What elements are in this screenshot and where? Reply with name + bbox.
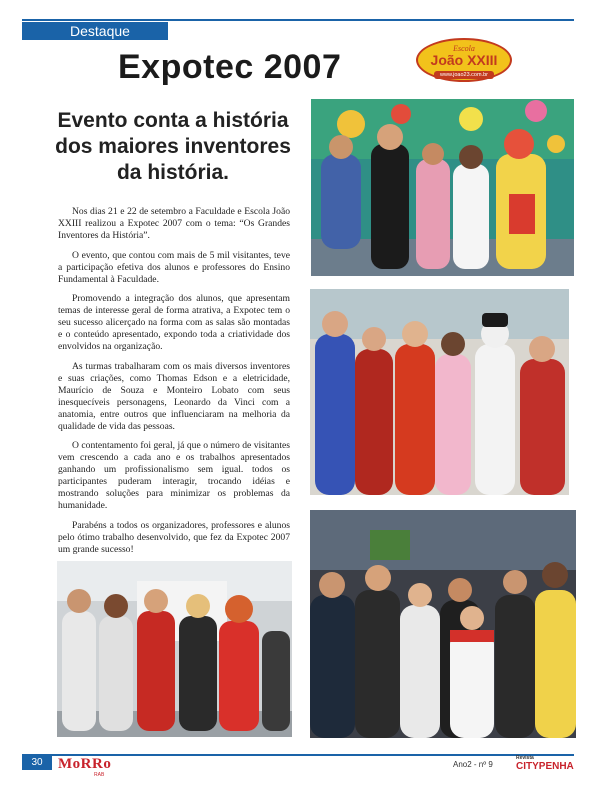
photo-visitors: [57, 561, 292, 737]
top-rule: [22, 19, 574, 21]
article-paragraph: Promovendo a integração dos alunos, que apresentam temas de interesse geral de forma atrativa, a Expotec tem o seu sucesso alicerçado na forma com as salas são montadas e o conteúdo apresentado, expondo toda a criatividade dos envolvidos na organização.: [58, 293, 290, 352]
magazine-label-small: Revista: [516, 755, 534, 761]
page-title: Expotec 2007: [118, 48, 342, 86]
article-paragraph: Parabéns a todos os organizadores, professores e alunos pelo ótimo trabalho desenvolvido, que fez da Expotec 2007 um grande sucesso!: [58, 519, 290, 555]
logo-small-text: Escola: [453, 44, 475, 53]
photo-group-children: [310, 510, 576, 738]
section-tab: [22, 22, 168, 40]
logo-main-text: João XXIII: [430, 52, 498, 68]
article-paragraph: O evento, que contou com mais de 5 mil visitantes, teve a participação efetiva dos alunos e professores do Ensino Fundamental à Faculdade.: [58, 249, 290, 285]
logo-url: www.joao23.com.br: [434, 71, 494, 79]
photo-costumed-children: [311, 99, 574, 276]
footer-publisher-logo: MoRRo: [58, 756, 112, 772]
article-paragraph: As turmas trabalharam com os mais diversos inventores e suas criações, como Thomas Edson e a eletricidade, Maurício de Souza e Monteiro Lobato com seus inesquecíveis personagens, Leonardo da Vinci com a anatomia, entre outros que influenciaram na melhoria da qualidade de vida das pessoas.: [58, 360, 290, 432]
footer-publisher-sub: RAB: [94, 772, 105, 778]
article-body: [58, 206, 290, 563]
photo-students-costumes: [310, 289, 569, 495]
article-paragraph: O contentamento foi geral, já que o número de visitantes vem crescendo a cada ano e os trabalhos apresentados ganhando um profissionalismo sem igual. todos os participantes puderam interagir, trocando idéias e mostrando soluções para minimizar os problemas da humanidade.: [58, 440, 290, 511]
school-logo: [416, 38, 512, 82]
section-label: Destaque: [70, 23, 130, 39]
page-number: 30: [22, 756, 52, 770]
article-headline: Evento conta a história dos maiores inventores da história.: [55, 109, 291, 184]
issue-label: Ano2 - nº 9: [453, 760, 493, 769]
magazine-logo: CITYPENHA: [516, 761, 574, 772]
article-paragraph: Nos dias 21 e 22 de setembro a Faculdade e Escola João XXIII realizou a Expotec 2007 com o tema: “Os Grandes Inventores da História”.: [58, 206, 290, 241]
